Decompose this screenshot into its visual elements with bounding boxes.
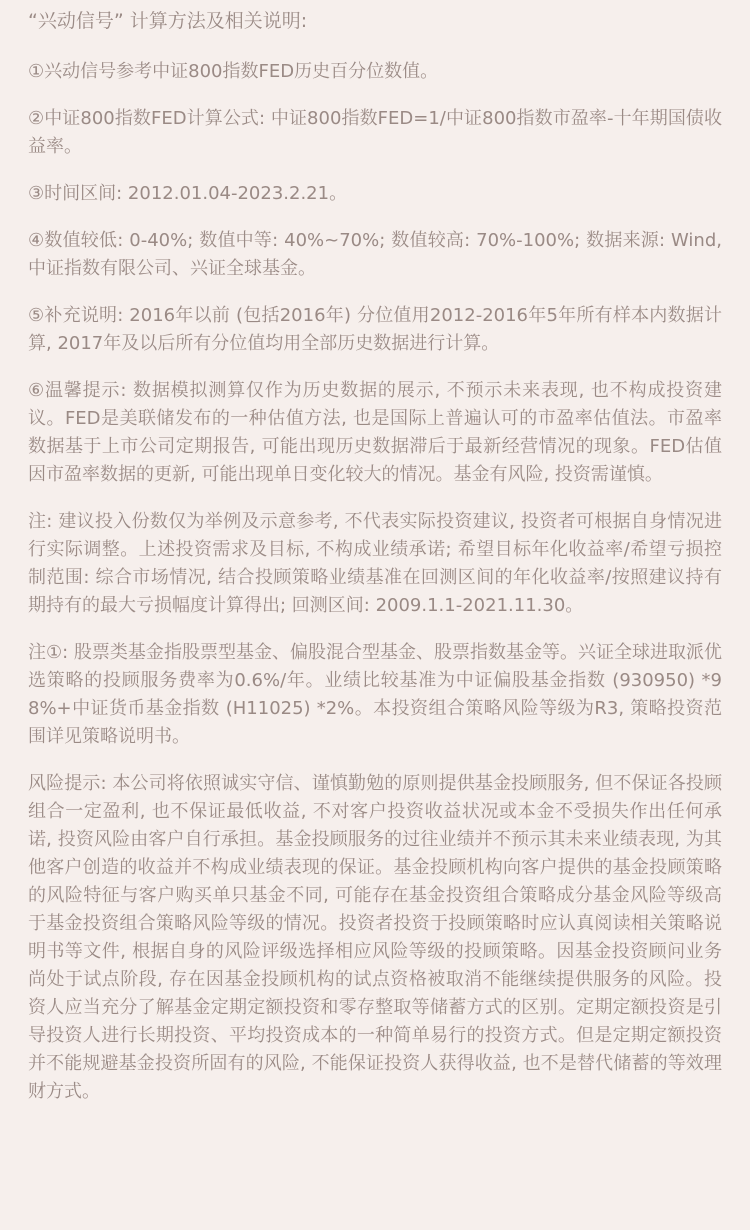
note-fed-formula: ②中证800指数FED计算公式: 中证800指数FED=1/中证800指数市盈率-十年期国债收益率。 [28, 108, 722, 157]
note-reminder: ⑥温馨提示: 数据模拟测算仅作为历史数据的展示, 不预示未来表现, 也不构成投资建议。FED是美联储发布的一种估值方法, 也是国际上普遍认可的市盈率估值法。市盈率数据基于上市公司定期报告, 可能出现历史数据滞后于最新经营情况的现象。FED估值因市盈率数据的更新, 可能出现单日变化较大的情况。基金有风险, 投资需谨慎。 [28, 380, 722, 485]
section-heading: “兴动信号” 计算方法及相关说明: [28, 10, 308, 32]
risk-warning: 风险提示: 本公司将依照诚实守信、谨慎勤勉的原则提供基金投顾服务, 但不保证各投顾组合一定盈利, 也不保证最低收益, 不对客户投资收益状况或本金不受损失作出任何承诺, 投资风险由客户自行承担。基金投顾服务的过往业绩并不预示其未来业绩表现, 为其他客户创造的收益并不构成业绩表现的保证。基金投顾机构向客户提供的基金投顾策略的风险特征与客户购买单只基金不同, 可能存在基金投资组合策略成分基金风险等级高于基金投资组合策略风险等级的情况。投资者投资于投顾策略时应认真阅读相关策略说明书等文件, 根据自身的风险评级选择相应风险等级的投顾策略。因基金投资顾问业务尚处于试点阶段, 存在因基金投顾机构的试点资格被取消不能继续提供服务的风险。投资人应当充分了解基金定期定额投资和零存整取等储蓄方式的区别。定期定额投资是引导投资人进行长期投资、平均投资成本的一种简单易行的投资方式。但是定期定额投资并不能规避基金投资所固有的风险, 不能保证投资人获得收益, 也不是替代储蓄的等效理财方式。 [28, 773, 722, 1102]
note-supplement: ⑤补充说明: 2016年以前 (包括2016年) 分位值用2012-2016年5年所有样本内数据计算, 2017年及以后所有分位值均用全部历史数据进行计算。 [28, 305, 722, 354]
note-fund-types: 注①: 股票类基金指股票型基金、偏股混合型基金、股票指数基金等。兴证全球进取派优选策略的投顾服务费率为0.6%/年。业绩比较基准为中证偏股基金指数 (930950) *98%+中证货币基金指数 (H11025) *2%。本投资组合策略风险等级为R3, 策略投资范围详见策略说明书。 [28, 642, 722, 747]
note-investment-suggestion: 注: 建议投入份数仅为举例及示意参考, 不代表实际投资建议, 投资者可根据自身情况进行实际调整。上述投资需求及目标, 不构成业绩承诺; 希望目标年化收益率/希望亏损控制范围: 综合市场情况, 结合投顾策略业绩基准在回测区间的年化收益率/按照建议持有期持有的最大亏损幅度计算得出; 回测区间: 2009.1.1-2021.11.30。 [28, 511, 722, 616]
note-value-levels: ④数值较低: 0-40%; 数值中等: 40%~70%; 数值较高: 70%-100%; 数据来源: Wind, 中证指数有限公司、兴证全球基金。 [28, 230, 722, 279]
note-time-range: ③时间区间: 2012.01.04-2023.2.21。 [28, 183, 348, 204]
note-fed-reference: ①兴动信号参考中证800指数FED历史百分位数值。 [28, 61, 439, 82]
